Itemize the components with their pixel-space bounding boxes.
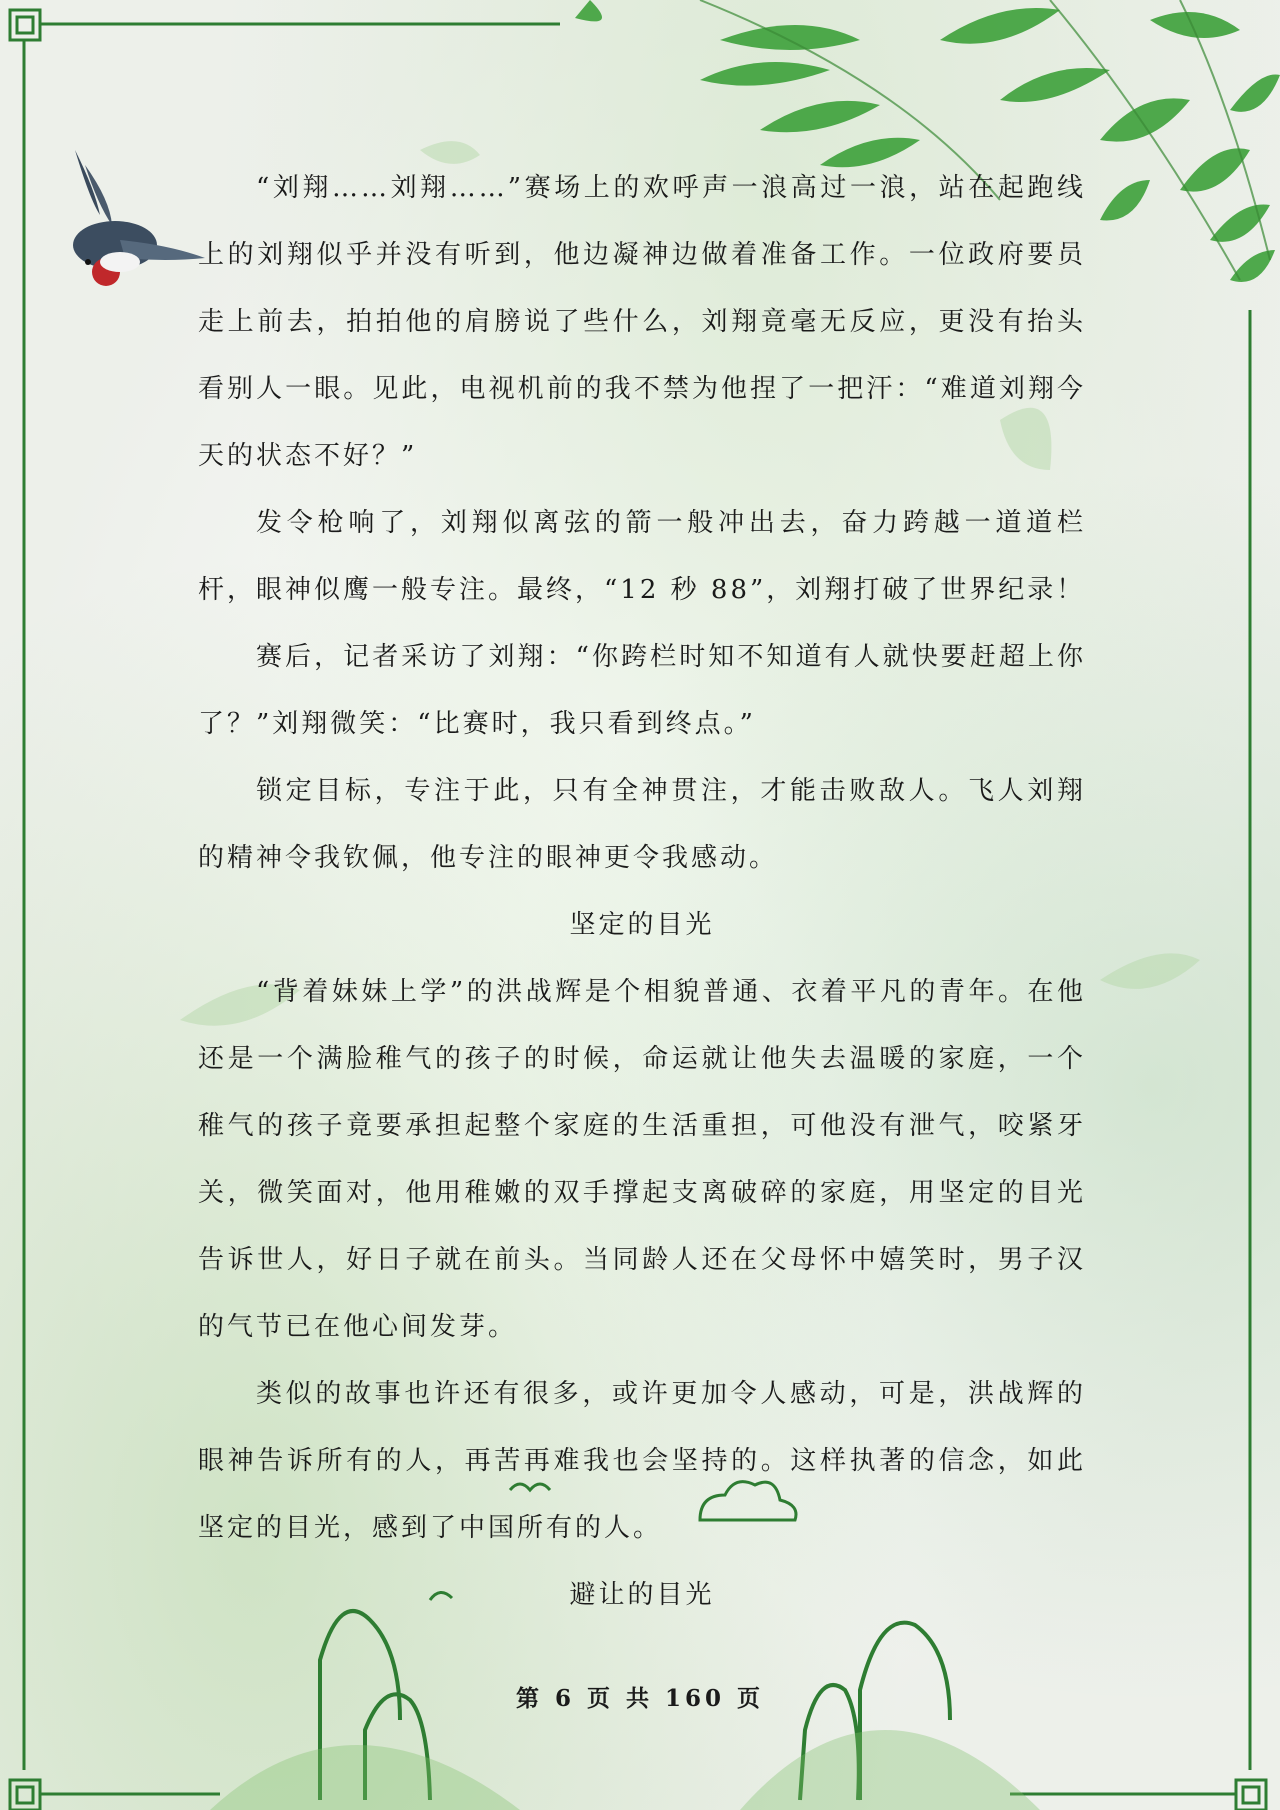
paragraph-similar-stories: 类似的故事也许还有很多，或许更加令人感动，可是，洪战辉的眼神告诉所有的人，再苦再难我也会坚持的。这样执著的信念，如此坚定的目光，感到了中国所有的人。 xyxy=(198,1379,1086,1543)
section-heading-firm-gaze: 坚定的目光 xyxy=(569,910,715,940)
paragraph-focus-conclusion: 锁定目标，专注于此，只有全神贯注，才能击败敌人。飞人刘翔的精神令我钦佩，他专注的眼神更令我感动。 xyxy=(198,776,1086,873)
swallow-bird-icon xyxy=(73,150,205,286)
document-body xyxy=(198,155,1086,1629)
paragraph-interview: 赛后，记者采访了刘翔：“你跨栏时知不知道有人就快要赶超上你了？”刘翔微笑：“比赛时，我只看到终点。” xyxy=(198,642,1086,739)
paragraph-hong-zhanhui: “背着妹妹上学”的洪战辉是个相貌普通、衣着平凡的青年。在他还是一个满脸稚气的孩子的时候，命运就让他失去温暖的家庭，一个稚气的孩子竟要承担起整个家庭的生活重担，可他没有泄气，咬紧牙关，微笑面对，他用稚嫩的双手撑起支离破碎的家庭，用坚定的目光告诉世人，好日子就在前头。当同龄人还在父母怀中嬉笑时，男子汉的气节已在他心间发芽。 xyxy=(198,977,1086,1342)
section-heading-avoiding-gaze: 避让的目光 xyxy=(569,1580,715,1610)
paragraph-liu-xiang-start: “刘翔……刘翔……”赛场上的欢呼声一浪高过一浪，站在起跑线上的刘翔似乎并没有听到，他边凝神边做着准备工作。一位政府要员走上前去，拍拍他的肩膀说了些什么，刘翔竟毫无反应，更没有抬头看别人一眼。见此，电视机前的我不禁为他捏了一把汗：“难道刘翔今天的状态不好？” xyxy=(198,173,1086,471)
paragraph-starting-gun: 发令枪响了，刘翔似离弦的箭一般冲出去，奋力跨越一道道栏杆，眼神似鹰一般专注。最终，“12 秒 88”，刘翔打破了世界纪录！ xyxy=(198,508,1086,605)
page-number: 第 6 页 共 160 页 xyxy=(515,1685,765,1712)
